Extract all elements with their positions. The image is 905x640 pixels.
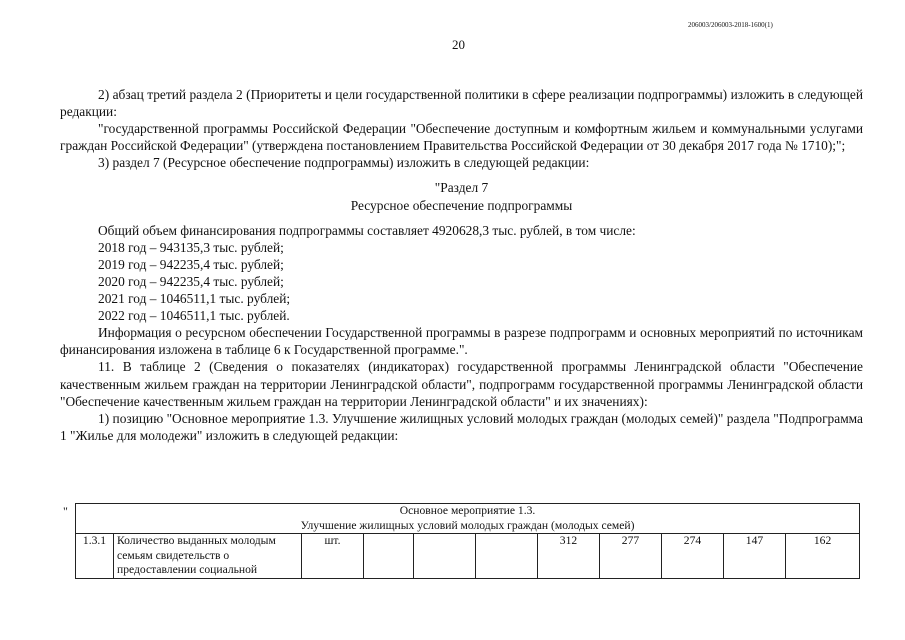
funding-total-paragraph: Общий объем финансирования подпрограммы составляет 4920628,3 тыс. рублей, в том числе: (98, 222, 636, 238)
row-value-6: 274 (662, 534, 724, 579)
row-value-5: 277 (600, 534, 662, 579)
row-value-2 (414, 534, 476, 579)
table-header-line-1: Основное мероприятие 1.3. (399, 504, 536, 517)
page-number: 20 (452, 37, 465, 52)
table-row (76, 534, 860, 579)
funding-year-2020: 2020 год – 942235,4 тыс. рублей; (98, 273, 284, 289)
paragraph-2: "государственной программы Российской Федерации "Обеспечение доступным и комфортным жильем и коммунальными услугами граждан Российской Федерации" (утверждена постановлением Правительства Российской Федерации от 30 декабря 2017 года № 1710);"; (60, 121, 863, 154)
row-unit: шт. (302, 534, 364, 579)
indicators-table (75, 503, 860, 579)
section-title-line-1: "Раздел 7 (434, 180, 489, 196)
document-id: 206003/206003-2018-1600(1) (688, 21, 773, 29)
row-value-8: 162 (786, 534, 860, 579)
funding-year-2019: 2019 год – 942235,4 тыс. рублей; (98, 256, 284, 272)
row-number: 1.3.1 (76, 534, 114, 579)
table-open-quote: " (63, 504, 68, 518)
funding-year-2022: 2022 год – 1046511,1 тыс. рублей. (98, 308, 290, 324)
row-value-1 (364, 534, 414, 579)
paragraph-funding-info: Информация о ресурсном обеспечении Государственной программы в разрезе подпрограмм и основных мероприятий по источникам финансирования изложена в таблице 6 к Государственной программе.". (60, 325, 863, 358)
paragraph-position: 1) позицию "Основное мероприятие 1.3. Улучшение жилищных условий молодых граждан (молодых семей)" раздела "Подпрограмма 1 "Жилье для молодежи" изложить в следующей редакции: (60, 410, 863, 443)
section-title-line-2: Ресурсное обеспечение подпрограммы (350, 197, 573, 213)
table-header-row (76, 504, 860, 534)
paragraph-11: 11. В таблице 2 (Сведения о показателях (индикаторах) государственной программы Ленинградской области "Обеспечение качественным жильем граждан на территории Ленинградской области", подпрограмм государственной программы Ленинградской области "Обеспечение качественным жильем граждан на территории Ленинградской области" и их значениях): (60, 359, 863, 409)
funding-year-2021: 2021 год – 1046511,1 тыс. рублей; (98, 291, 291, 307)
row-indicator-name: Количество выданных молодым семьям свидетельств о предоставлении социальной (114, 534, 302, 579)
row-value-3 (476, 534, 538, 579)
row-value-7: 147 (724, 534, 786, 579)
table-header-line-2: Улучшение жилищных условий молодых граждан (молодых семей) (300, 518, 635, 532)
document-body (60, 86, 863, 444)
paragraph-3: 3) раздел 7 (Ресурсное обеспечение подпрограммы) изложить в следующей редакции: (98, 155, 590, 171)
funding-year-2018: 2018 год – 943135,3 тыс. рублей; (98, 239, 284, 255)
paragraph-1: 2) абзац третий раздела 2 (Приоритеты и цели государственной политики в сфере реализации подпрограммы) изложить в следующей редакции: (60, 87, 863, 120)
table-header-cell (76, 504, 860, 534)
row-value-4: 312 (538, 534, 600, 579)
